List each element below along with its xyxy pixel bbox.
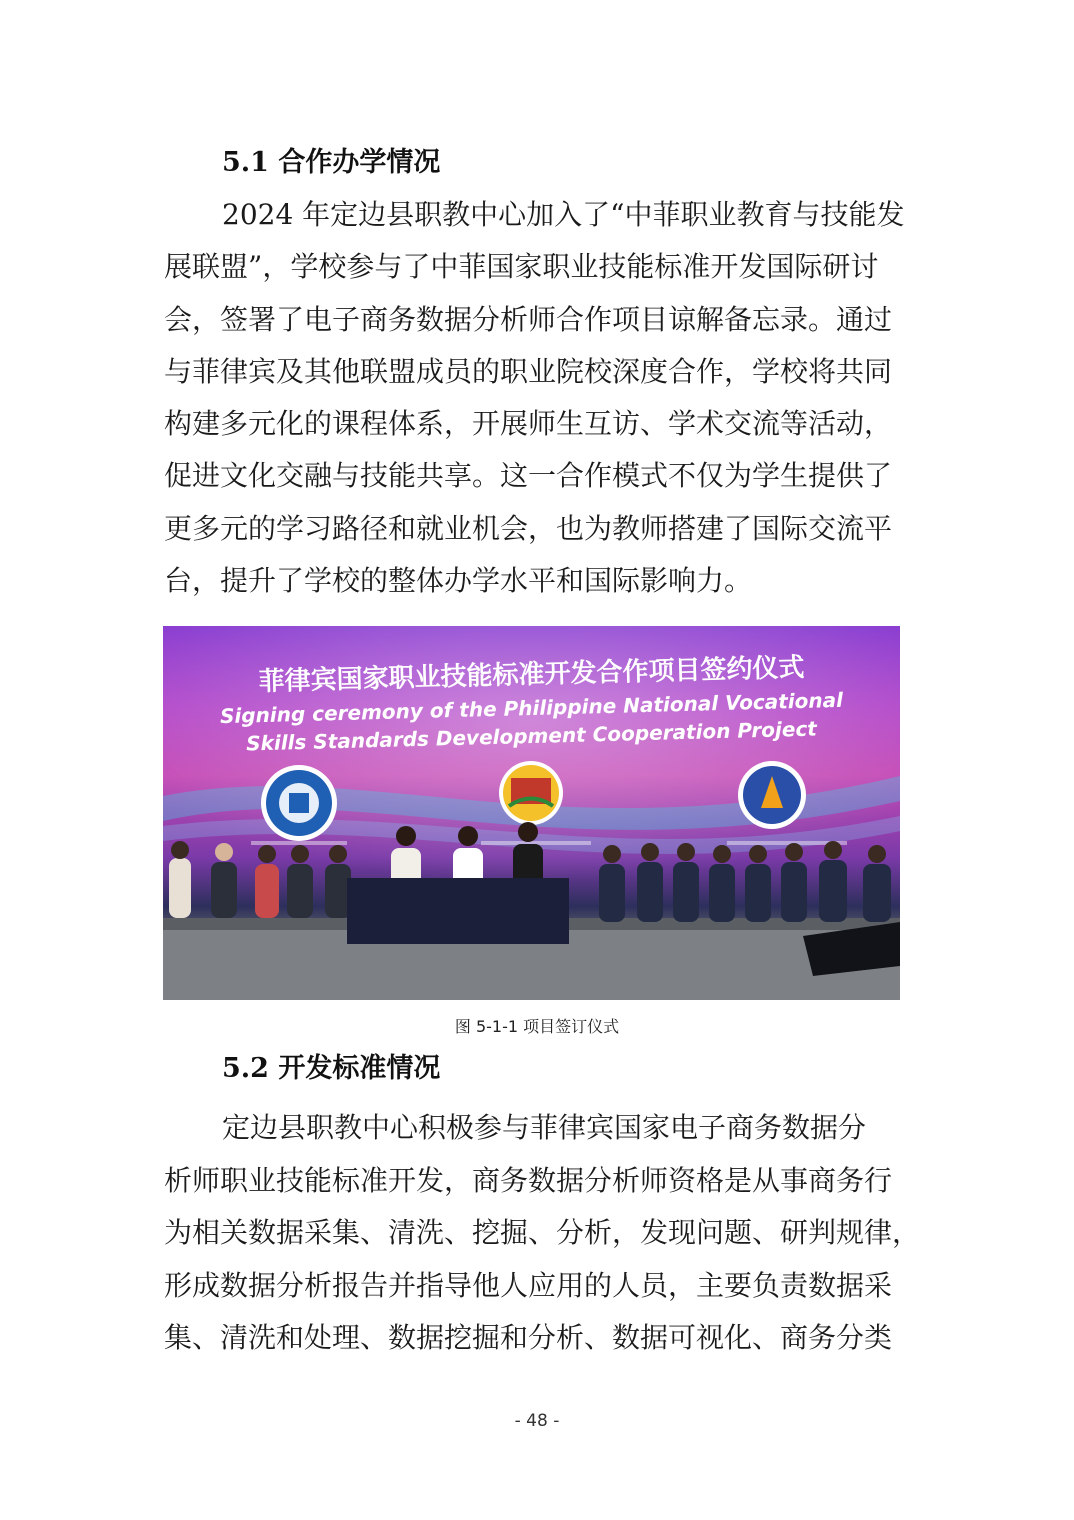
section-heading-5-2: 5.2 开发标准情况 [222,1053,441,1084]
paragraph-line: 集、清洗和处理、数据挖掘和分析、数据可视化、商务分类 [164,1321,893,1354]
paragraph-line: 定边县职教中心积极参与菲律宾国家电子商务数据分 [222,1111,867,1144]
logo-labels [251,841,847,845]
figure-caption: 图 5-1-1 项目签订仪式 [454,1017,620,1036]
paragraph-line: 更多元的学习路径和就业机会，也为教师搭建了国际交流平 [164,512,893,545]
paragraph-line: 形成数据分析报告并指导他人应用的人员，主要负责数据采 [164,1269,893,1302]
banner-english-line-1: Signing ceremony of the Philippine National Vocational [219,687,844,729]
paragraph-line: 会，签署了电子商务数据分析师合作项目谅解备忘录。通过 [164,303,893,336]
paragraph-line: 台，提升了学校的整体办学水平和国际影响力。 [164,564,753,597]
paragraph-line: 与菲律宾及其他联盟成员的职业院校深度合作，学校将共同 [164,355,893,388]
paragraph-line: 2024 年定边县职教中心加入了“中菲职业教育与技能发 [222,198,905,231]
logo-dingbian-icon [738,761,806,829]
logo-alliance-icon [499,761,563,825]
signing-table [347,878,569,944]
page-number: - 48 - [514,1411,560,1431]
paragraph-line: 为相关数据采集、清洗、挖掘、分析，发现问题、研判规律， [164,1216,921,1249]
paragraph-line: 促进文化交融与技能共享。这一合作模式不仅为学生提供了 [164,459,893,492]
logo-tesda-icon [261,765,337,841]
paragraph-line: 展联盟”，学校参与了中菲国家职业技能标准开发国际研讨 [164,250,879,283]
paragraph-line: 析师职业技能标准开发，商务数据分析师资格是从事商务行 [164,1164,893,1197]
section-heading-5-1: 5.1 合作办学情况 [222,147,441,178]
banner-chinese-title: 菲律宾国家职业技能标准开发合作项目签约仪式 [258,652,805,698]
signing-ceremony-photo [163,626,900,1000]
banner-english-line-2: Skills Standards Development Cooperation Project [245,716,818,756]
paragraph-line: 构建多元化的课程体系，开展师生互访、学术交流等活动， [164,407,893,440]
